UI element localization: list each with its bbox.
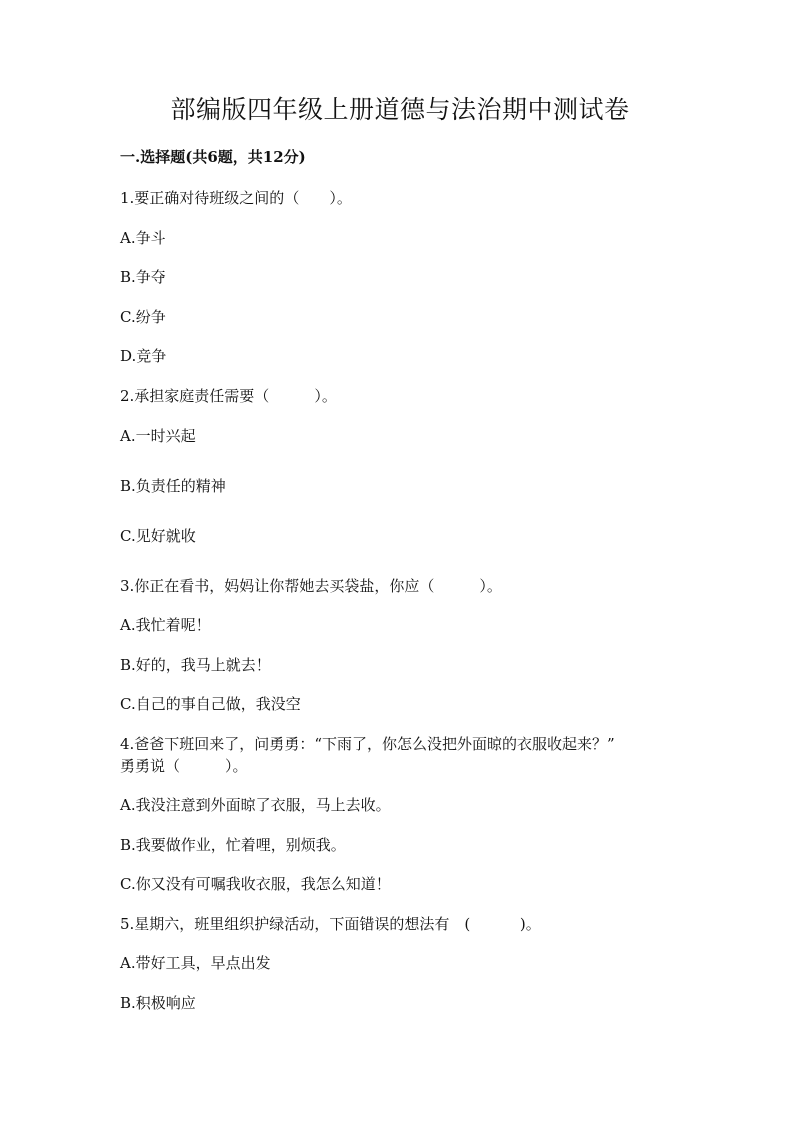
question-3-stem: 3.你正在看书，妈妈让你帮她去买袋盐，你应（ ）。 <box>120 577 502 595</box>
question-4-option-c: C.你又没有可嘱我收衣服，我怎么知道！ <box>120 875 391 893</box>
question-3-option-c: C.自己的事自己做，我没空 <box>120 695 301 713</box>
question-2-stem: 2.承担家庭责任需要（ ）。 <box>120 387 337 405</box>
section-heading: 一.选择题(共6题，共12分) <box>120 148 306 166</box>
question-5-stem: 5.星期六，班里组织护绿活动，下面错误的想法有 ( )。 <box>120 915 541 933</box>
question-2-option-b: B.负责任的精神 <box>120 477 226 495</box>
question-2-option-c: C.见好就收 <box>120 527 196 545</box>
question-1-option-a: A.争斗 <box>120 229 166 247</box>
question-3-option-b: B.好的，我马上就去！ <box>120 656 271 674</box>
question-4-stem-line-2: 勇勇说（ ）。 <box>120 757 248 775</box>
question-1-stem: 1.要正确对待班级之间的（ ）。 <box>120 189 352 207</box>
question-4-stem-line-1: 4.爸爸下班回来了，问勇勇：“下雨了，你怎么没把外面晾的衣服收起来？” <box>120 735 615 753</box>
question-1-option-b: B.争夺 <box>120 268 166 286</box>
page-title: 部编版四年级上册道德与法治期中测试卷 <box>170 95 630 124</box>
question-4-option-a: A.我没注意到外面晾了衣服，马上去收。 <box>120 796 391 814</box>
question-1-option-c: C.纷争 <box>120 308 166 326</box>
question-5-option-a: A.带好工具，早点出发 <box>120 954 271 972</box>
question-1-option-d: D.竞争 <box>120 347 167 365</box>
question-3-option-a: A.我忙着呢！ <box>120 616 211 634</box>
question-4-option-b: B.我要做作业，忙着哩，别烦我。 <box>120 836 346 854</box>
question-2-option-a: A.一时兴起 <box>120 427 196 445</box>
question-5-option-b: B.积极响应 <box>120 994 196 1012</box>
